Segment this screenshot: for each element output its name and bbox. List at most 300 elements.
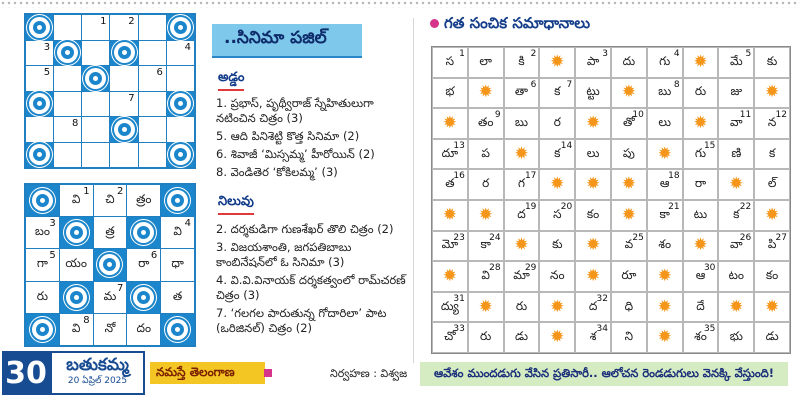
sun-icon: ✹ (442, 265, 458, 286)
answer-cell (611, 231, 647, 262)
clue-number: 7 (128, 92, 135, 104)
grid-cell (110, 66, 137, 91)
issue-date: 20 ఏప్రిల్‌ 2025 (67, 376, 128, 386)
sun-icon: ✹ (764, 296, 780, 317)
answer-cell (504, 47, 540, 78)
cell-letter: రు (515, 298, 528, 313)
grid-cell (167, 15, 194, 40)
answer-cell (718, 200, 754, 231)
grid-cell (60, 282, 93, 313)
grid-cell (26, 185, 59, 216)
sun-icon: ✹ (550, 296, 565, 317)
flower-icon (66, 287, 87, 308)
clue-number: 4 (184, 41, 191, 53)
cell-letter: కం (586, 206, 600, 221)
grid-cell (82, 15, 109, 40)
answer-cell (468, 322, 504, 353)
answer-cell (504, 78, 540, 109)
sun-icon: ✹ (442, 204, 458, 225)
answer-cell (539, 261, 575, 292)
cell-letter: నో (104, 320, 116, 335)
grid-cell (26, 314, 59, 345)
answer-cell (504, 261, 540, 292)
page-number: 30 (2, 351, 50, 395)
clue-item: 3. విజయశాంతి, జగపతిబాబు కాంబినేషన్‌లో ఓ సినిమా (3) (216, 240, 352, 269)
cell-letter: రు (694, 84, 707, 99)
grid-cell (82, 117, 109, 142)
clue-number: 30 (703, 263, 716, 274)
cell-letter: మో (441, 237, 459, 252)
clue-number: 34 (596, 324, 608, 335)
cell-letter: త (445, 176, 455, 191)
clue-number: 5 (49, 250, 56, 262)
sun-icon: ✹ (657, 143, 672, 164)
clue-number: 6 (156, 67, 163, 78)
cell-letter: రు (36, 288, 49, 303)
grid-cell (54, 41, 81, 66)
cell-letter: పి (767, 237, 777, 252)
cell-letter: త్రం (136, 192, 152, 207)
answer-cell (647, 139, 683, 170)
cell-letter: శం (694, 329, 707, 344)
flower-icon (170, 93, 191, 114)
cell-letter: యం (65, 256, 87, 271)
grid-cell (54, 143, 81, 168)
sun-icon: ✹ (478, 82, 493, 103)
answer-cell (754, 322, 790, 353)
answer-cell (683, 78, 719, 109)
grid-cell (94, 282, 127, 313)
grid-cell (110, 117, 137, 142)
clue-item: 4. వి.వి.వినాయక్‌ దర్శకత్వంలో రామ్‌చరణ్‌ చిత్రం (3) (216, 273, 406, 302)
clue-number: 19 (524, 202, 537, 212)
cell-letter: రూ (621, 267, 637, 282)
clue-number: 7 (566, 79, 573, 90)
cell-letter: బు (658, 84, 672, 99)
flower-icon (85, 68, 106, 89)
answer-cell (432, 292, 468, 323)
clue-number: 1 (459, 49, 465, 59)
sun-icon: ✹ (514, 235, 529, 256)
clue-item: 2. దర్శకుడిగా గుణశేఖర్‌ తొలి చిత్రం (2) (216, 222, 394, 236)
clue-number: 33 (453, 324, 465, 335)
grid-cell (54, 92, 81, 117)
sun-icon: ✹ (657, 327, 672, 348)
sun-icon: ✹ (585, 265, 601, 286)
sun-icon: ✹ (550, 51, 565, 72)
answer-cell (432, 108, 468, 139)
grid-cell (94, 217, 127, 248)
flower-icon (167, 319, 188, 340)
cell-letter: ఆ (659, 176, 670, 191)
grid-cell (139, 15, 166, 40)
flower-icon (114, 42, 135, 63)
answer-cell (468, 139, 504, 170)
cell-letter: గ (517, 176, 525, 191)
cell-letter: స (445, 53, 455, 68)
grid-cell (161, 314, 194, 345)
sun-icon: ✹ (585, 174, 601, 195)
grid-cell (82, 92, 109, 117)
cell-letter: వ (624, 237, 634, 252)
answer-cell (575, 322, 611, 353)
clue-number: 4 (673, 49, 680, 59)
flower-icon (170, 144, 191, 165)
cell-letter: రా (138, 256, 150, 271)
cell-letter: తం (477, 114, 494, 129)
answers-title-text: గత సంచిక సమాధానాలు (444, 14, 591, 32)
answer-cell (754, 169, 790, 200)
clue-number: 15 (703, 140, 716, 151)
cell-letter: రు (480, 329, 492, 344)
cell-letter: క (554, 145, 561, 160)
answer-cell (683, 108, 719, 139)
cell-letter: కు (766, 53, 778, 68)
answer-cell (647, 200, 683, 231)
clue-number: 17 (524, 171, 537, 182)
cell-letter: వి (71, 320, 81, 335)
cell-letter: క (554, 84, 561, 99)
cell-letter: శ (589, 329, 597, 344)
column-divider (413, 18, 414, 363)
sun-icon: ✹ (693, 112, 708, 133)
grid-cell (110, 41, 137, 66)
answer-cell (539, 108, 575, 139)
cell-letter: పు (622, 145, 635, 160)
cell-letter: కా (659, 206, 670, 221)
bullet-dot-icon (430, 19, 439, 28)
flower-icon (29, 144, 50, 165)
top-dotted-border (0, 0, 800, 8)
clue-item: 7. ‘గలగల పారుతున్న గోదారిలా’ పాట (ఒరిజినల్‌) చిత్రం (2) (216, 306, 387, 335)
answer-cell (611, 47, 647, 78)
answer-cell (683, 322, 719, 353)
clue-number: 8 (83, 314, 90, 326)
flower-icon (57, 42, 78, 63)
answer-cell (754, 292, 790, 323)
clue-item: 8. వెండితెర ‘కోకిలమ్మ’ (3) (216, 165, 338, 179)
cell-letter: మే (729, 53, 743, 68)
cell-letter: గా (36, 256, 48, 271)
clue-number: 28 (489, 263, 501, 274)
answer-cell (754, 261, 790, 292)
grid-cell (110, 92, 137, 117)
sun-icon: ✹ (621, 82, 637, 103)
answer-cell (718, 322, 754, 353)
grid-cell (161, 249, 194, 280)
sun-icon: ✹ (693, 235, 708, 256)
sun-icon: ✹ (442, 112, 458, 133)
cell-letter: తా (514, 84, 529, 99)
sun-icon: ✹ (478, 296, 493, 317)
answer-cell (647, 261, 683, 292)
answer-cell (683, 47, 719, 78)
answer-cell (611, 200, 647, 231)
cell-letter: ద (517, 206, 526, 221)
answer-cell (754, 47, 790, 78)
cell-letter: స (553, 206, 562, 221)
clue-item: 6. శివాజీ ‘మిస్సమ్మ’ హీరోయిన్‌ (2) (216, 147, 375, 161)
clue-number: 9 (494, 110, 501, 121)
answer-cell (683, 200, 719, 231)
grid-cell (82, 143, 109, 168)
cell-letter: భ (445, 84, 455, 99)
clue-number: 5 (745, 49, 752, 59)
cell-letter: లు (586, 145, 600, 160)
clue-number: 35 (703, 324, 716, 335)
grid-cell (60, 314, 93, 345)
answer-cell (647, 169, 683, 200)
answer-cell (539, 231, 575, 262)
answer-cell (432, 200, 468, 231)
clue-number: 2 (128, 16, 135, 27)
answer-cell (504, 231, 540, 262)
cell-letter: నం (550, 267, 565, 282)
cell-letter: ధా (171, 256, 184, 271)
cell-letter: కి (518, 53, 525, 68)
clue-number: 21 (668, 202, 680, 212)
cell-letter: రా (694, 176, 707, 191)
answer-cell (468, 261, 504, 292)
cell-letter: చో (444, 329, 456, 344)
sun-icon: ✹ (693, 51, 708, 72)
answer-cell (432, 169, 468, 200)
answer-cell (575, 261, 611, 292)
cell-letter: వి (71, 192, 81, 207)
answer-cell (718, 139, 754, 170)
cell-letter: ల్‌ (767, 176, 777, 191)
clue-number: 10 (632, 110, 644, 121)
clue-item: 5. ఆది పినిశెట్టి కొత్త సినిమా (2) (216, 129, 360, 143)
sun-icon: ✹ (621, 174, 637, 195)
answer-cell (432, 78, 468, 109)
credit-text: నిర్వహణ : విశ్వజ (330, 367, 408, 380)
clue-number: 18 (668, 171, 680, 182)
sun-icon: ✹ (621, 204, 637, 225)
grid-cell (139, 66, 166, 91)
clue-number: 16 (453, 171, 465, 182)
down-clue-list (216, 222, 406, 339)
cell-letter: టు (693, 206, 708, 221)
grid-cell (26, 15, 53, 40)
answer-cell (468, 169, 504, 200)
clue-number: 3 (49, 218, 56, 230)
grid-cell (110, 143, 137, 168)
sun-icon: ✹ (729, 296, 744, 317)
cell-letter: వి (481, 267, 490, 282)
cell-letter: బం (34, 224, 50, 239)
answer-cell (468, 200, 504, 231)
answer-cell (539, 292, 575, 323)
answer-cell (504, 139, 540, 170)
cell-letter: మ (103, 288, 117, 303)
sun-icon: ✹ (550, 174, 565, 195)
cell-letter: లు (658, 114, 672, 129)
clue-number: 32 (596, 293, 608, 304)
grid-cell (161, 185, 194, 216)
grid-cell (167, 117, 194, 142)
answer-cell (575, 139, 611, 170)
sun-icon: ✹ (550, 327, 565, 348)
grid-cell (94, 249, 127, 280)
cell-letter: కు (552, 237, 563, 252)
clue-number: 23 (453, 232, 465, 243)
answer-cell (432, 261, 468, 292)
cell-letter: కం (765, 267, 779, 282)
answer-cell (647, 322, 683, 353)
answer-cell (539, 139, 575, 170)
cell-letter: వి (173, 224, 182, 239)
empty-crossword-grid (24, 13, 196, 169)
answer-cell (647, 231, 683, 262)
cell-letter: తో (623, 114, 635, 129)
flower-icon (170, 17, 191, 38)
cell-letter: ణి (731, 145, 742, 160)
cell-letter: జు (730, 84, 743, 99)
clue-number: 26 (739, 232, 752, 243)
sun-icon: ✹ (764, 82, 780, 103)
sun-icon: ✹ (478, 204, 493, 225)
grid-cell (26, 92, 53, 117)
answer-cell (611, 261, 647, 292)
cell-letter: లా (479, 53, 492, 68)
answer-cell (718, 292, 754, 323)
cell-letter: న (767, 114, 777, 129)
sun-icon: ✹ (729, 174, 744, 195)
answer-cell (611, 292, 647, 323)
grid-cell (54, 66, 81, 91)
grid-cell (60, 217, 93, 248)
answer-cell (468, 231, 504, 262)
cell-letter: గు (659, 53, 671, 68)
magazine-name: బతుకమ్మ (66, 355, 129, 375)
flower-icon (167, 190, 188, 211)
answer-cell (468, 108, 504, 139)
answer-cell (432, 139, 468, 170)
cell-letter: ఆ (695, 267, 706, 282)
cell-letter: దు (622, 53, 636, 68)
grid-cell (161, 217, 194, 248)
answer-cell (504, 292, 540, 323)
grid-cell (110, 15, 137, 40)
answer-cell (432, 47, 468, 78)
answer-cell (432, 322, 468, 353)
clue-number: 8 (71, 118, 79, 129)
clue-number: 2 (117, 186, 124, 197)
answer-cell (647, 78, 683, 109)
down-heading: నిలువు (218, 194, 254, 215)
answer-cell (683, 169, 719, 200)
answer-cell (432, 231, 468, 262)
answer-cell (647, 47, 683, 78)
cell-letter: దే (696, 298, 705, 313)
answer-cell (754, 108, 790, 139)
grid-cell (54, 117, 81, 142)
cell-letter: ద (588, 298, 598, 313)
answer-cell (754, 139, 790, 170)
answer-cell (754, 78, 790, 109)
answer-cell (718, 47, 754, 78)
cell-letter: కా (480, 237, 491, 252)
sun-icon: ✹ (657, 296, 672, 317)
cell-letter: బు (514, 114, 529, 129)
grid-cell (26, 41, 53, 66)
clue-number: 1 (83, 186, 90, 197)
grid-cell (167, 41, 194, 66)
answer-cell (575, 108, 611, 139)
answer-cell (504, 169, 540, 200)
flower-icon (114, 119, 135, 140)
clue-number: 1 (100, 16, 107, 27)
cell-letter: త (172, 288, 183, 303)
answer-cell (718, 261, 754, 292)
cell-letter: ని (624, 329, 634, 344)
answer-cell (718, 78, 754, 109)
grid-cell (167, 66, 194, 91)
grid-cell (94, 185, 127, 216)
sun-icon: ✹ (657, 265, 672, 286)
answer-cell (611, 108, 647, 139)
grid-cell (26, 143, 53, 168)
grid-cell (26, 117, 53, 142)
flower-icon (99, 254, 120, 275)
cell-letter: క (768, 145, 776, 160)
clue-number: 11 (739, 110, 752, 121)
cell-letter: మా (513, 267, 530, 282)
cell-letter: డు (514, 329, 529, 344)
answer-cell (504, 200, 540, 231)
answer-cell (575, 292, 611, 323)
answer-cell (683, 139, 719, 170)
answer-cell (539, 78, 575, 109)
cell-letter: చి (105, 192, 115, 207)
grid-cell (127, 314, 160, 345)
clue-number: 31 (453, 293, 465, 304)
puzzle-title: ..సినిమా పజిల్ (212, 24, 362, 58)
cell-letter: గు (694, 145, 707, 160)
answer-grid (431, 46, 791, 354)
clue-number: 20 (560, 202, 573, 212)
cell-letter: వా (730, 237, 743, 252)
flower-icon (29, 93, 50, 114)
flower-icon (32, 319, 53, 340)
clue-number: 7 (117, 282, 124, 294)
cell-letter: క (733, 206, 740, 221)
answer-cell (468, 292, 504, 323)
grid-cell (139, 41, 166, 66)
answer-cell (504, 322, 540, 353)
flower-icon (32, 190, 53, 211)
answer-cell (575, 231, 611, 262)
clue-number: 13 (453, 140, 465, 151)
answer-cell (683, 292, 719, 323)
grid-cell (161, 282, 194, 313)
cell-letter: ర (482, 176, 490, 191)
grid-cell (127, 217, 160, 248)
sun-icon: ✹ (514, 143, 529, 164)
answer-cell (718, 231, 754, 262)
sample-crossword-grid (24, 183, 196, 347)
grid-cell (26, 249, 59, 280)
answer-cell (718, 169, 754, 200)
cell-letter: టం (728, 267, 744, 282)
cell-letter: వా (730, 114, 743, 129)
cell-letter: పా (586, 53, 600, 68)
clue-number: 12 (775, 110, 787, 121)
cell-letter: శం (658, 237, 672, 252)
answer-cell (504, 108, 540, 139)
answer-cell (683, 231, 719, 262)
